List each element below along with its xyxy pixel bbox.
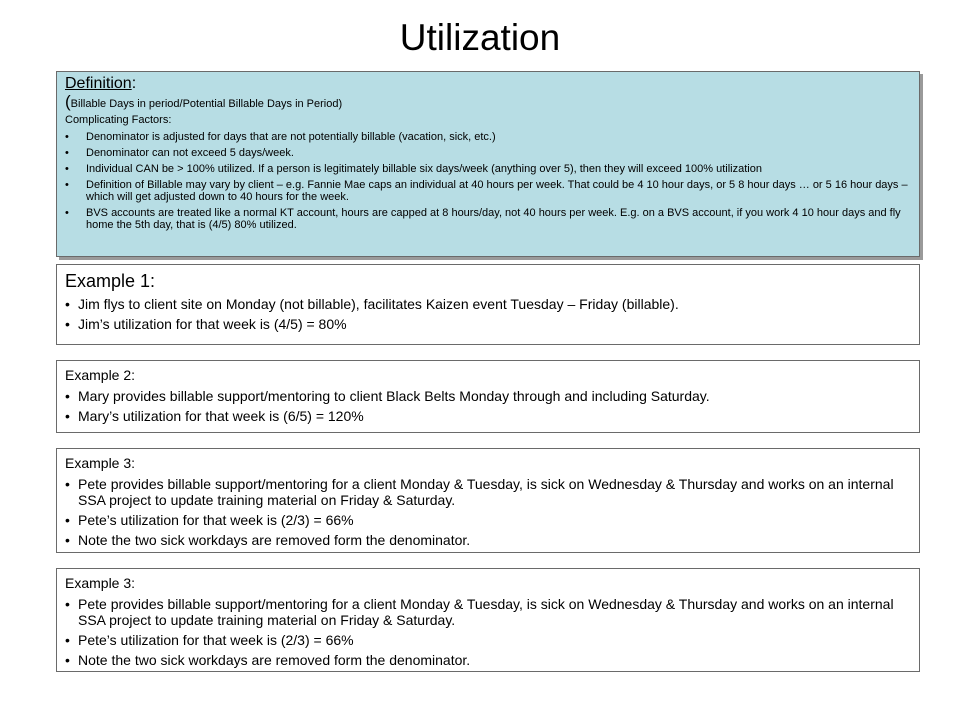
bullet-text: Note the two sick workdays are removed form the denominator. [78,532,471,548]
bullet-text: Definition of Billable may vary by client – e.g. Fannie Mae caps an individual at 40 hours per week. That could be 4 10 hour days, or 5 8 hour days … or 5 16 hour days – which will get adjusted down to 40 hours for the week. [86,179,908,203]
example-heading: Example 2: [65,367,136,383]
example-3-box [56,448,920,553]
definition-heading [65,74,911,93]
example-heading: Example 3: [65,455,136,471]
list-item [65,476,911,508]
bullet-text: Individual CAN be > 100% utilized. If a person is legitimately billable six days/week (anything over 5), then they will exceed 100% utilization [86,163,762,175]
bullet-marker: • [65,388,70,404]
bullet-marker: • [65,408,70,424]
list-item [65,147,911,159]
bullet-marker: • [65,131,69,143]
list-item [65,652,911,668]
bullet-text: Mary provides billable support/mentoring to client Black Belts Monday through and including Saturday. [78,388,710,404]
definition-heading-text: Definition [65,75,132,92]
bullet-marker: • [65,632,70,648]
list-item [65,316,911,332]
bullet-marker: • [65,532,70,548]
page-title: Utilization [399,17,561,58]
list-item [65,512,911,528]
list-item [65,388,911,404]
formula-text: Billable Days in period/Potential Billable Days in Period) [70,98,343,110]
bullet-text: Pete provides billable support/mentoring for a client Monday & Tuesday, is sick on Wednesday & Thursday and works on an internal SSA project to update training material on Friday & Saturday. [78,476,894,508]
bullet-marker: • [65,652,70,668]
bullet-text: BVS accounts are treated like a normal KT account, hours are capped at 8 hours/day, not 40 hours per week. E.g. on a BVS account, if you work 4 10 hour days and fly home the 5th day, that is (4/5) 80% utilized. [86,207,901,231]
bullet-marker: • [65,316,70,332]
formula-open-paren: ( [65,92,71,111]
list-item [65,596,911,628]
example-bullet-list [65,296,911,332]
example-2-box [56,360,920,433]
bullet-text: Pete’s utilization for that week is (2/3) = 66% [78,632,354,648]
bullet-marker: • [65,179,69,191]
definition-box [56,71,920,257]
complicating-factors-label: Complicating Factors: [65,114,172,126]
bullet-marker: • [65,163,69,175]
list-item [65,532,911,548]
example-bullet-list [65,388,911,424]
bullet-marker: • [65,147,69,159]
definition-bullet-list [65,131,911,231]
list-item [65,163,911,175]
bullet-text: Pete provides billable support/mentoring for a client Monday & Tuesday, is sick on Wednesday & Thursday and works on an internal SSA project to update training material on Friday & Saturday. [78,596,894,628]
bullet-marker: • [65,207,69,219]
bullet-text: Pete’s utilization for that week is (2/3) = 66% [78,512,354,528]
bullet-text: Mary’s utilization for that week is (6/5) = 120% [78,408,364,424]
definition-formula [65,94,911,112]
bullet-marker: • [65,476,70,492]
bullet-text: Jim’s utilization for that week is (4/5) = 80% [78,316,347,332]
bullet-marker: • [65,512,70,528]
bullet-text: Denominator is adjusted for days that are not potentially billable (vacation, sick, etc.) [86,131,496,143]
definition-heading-colon: : [131,75,137,92]
example-heading: Example 3: [65,575,136,591]
bullet-marker: • [65,296,70,312]
example-4-box [56,568,920,672]
example-heading: Example 1: [65,271,156,291]
example-bullet-list [65,596,911,668]
list-item [65,179,911,203]
list-item [65,408,911,424]
list-item [65,296,911,312]
list-item [65,207,911,231]
bullet-marker: • [65,596,70,612]
list-item [65,131,911,143]
example-1-box [56,264,920,345]
bullet-text: Jim flys to client site on Monday (not billable), facilitates Kaizen event Tuesday – Friday (billable). [78,296,679,312]
list-item [65,632,911,648]
bullet-text: Note the two sick workdays are removed form the denominator. [78,652,471,668]
bullet-text: Denominator can not exceed 5 days/week. [86,147,294,159]
example-bullet-list [65,476,911,548]
